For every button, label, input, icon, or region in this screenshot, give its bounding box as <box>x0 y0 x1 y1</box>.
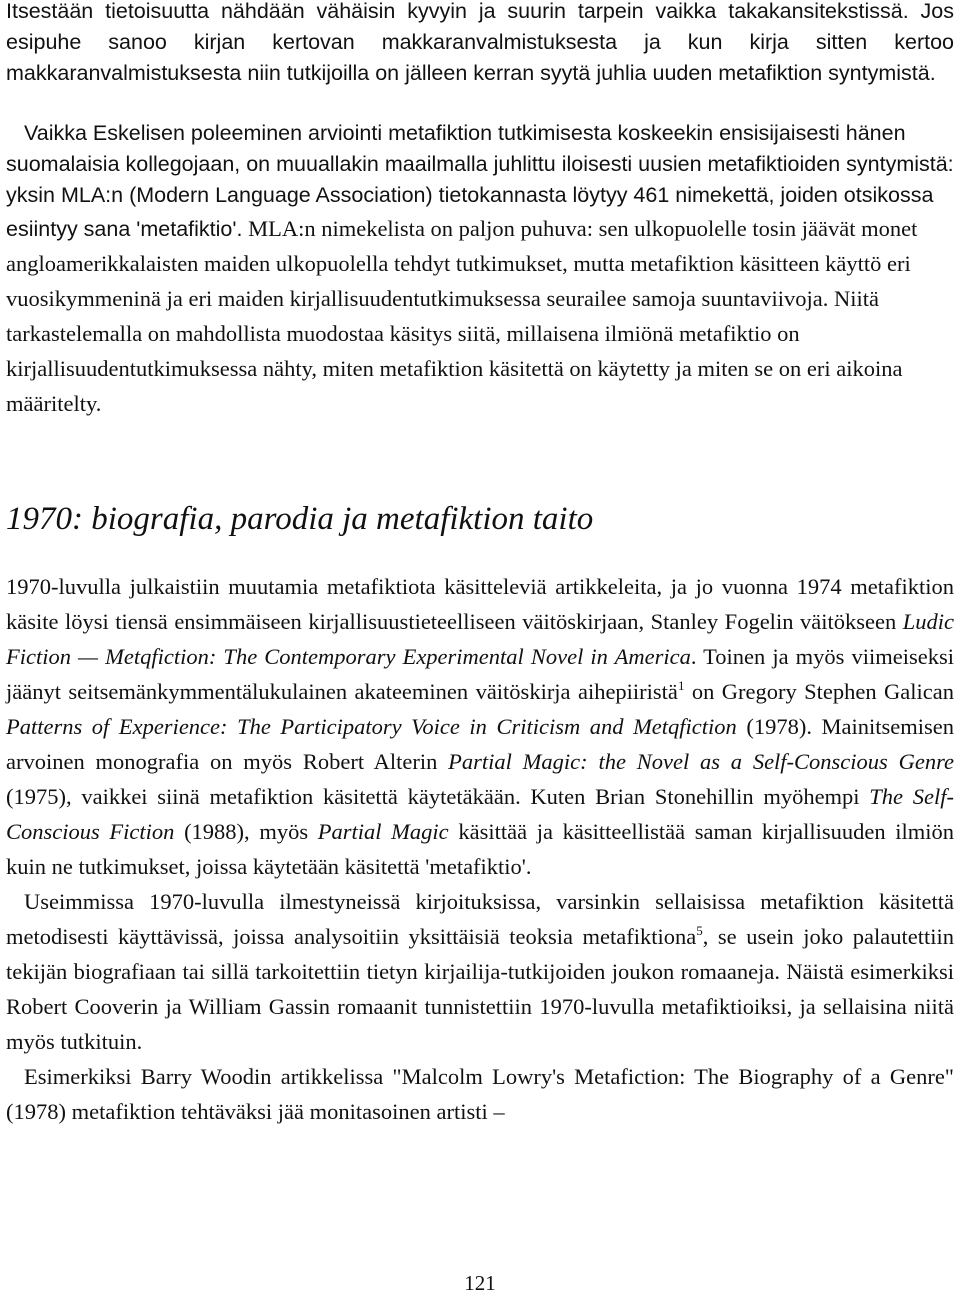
text-run: on Gregory Stephen Galican <box>684 679 954 704</box>
text-run: (1975), vaikkei siinä metafiktion käsitettä käytetäkään. Kuten Brian Stonehillin myöhempi <box>6 784 870 809</box>
intro-paragraph-2 <box>6 118 954 421</box>
section-paragraph-2 <box>6 884 954 1059</box>
text-run: (1988), myös <box>174 819 318 844</box>
section-heading: 1970: biografia, parodia ja metafiktion taito <box>6 501 594 537</box>
text-run: , se usein joko palautettiin tekijän biografiaan tai sillä tarkoitettiin tietyn kirjailija-tutkijoiden joukon romaaneja. Näistä esimerkiksi Robert Cooverin ja William Gassin romaanit tunnistettiin 1970-luvulla metafiktioiksi, ja sellaisina niitä myös tutkituin. <box>6 924 954 1054</box>
section-paragraph-3: Esimerkiksi Barry Woodin artikkelissa "Malcolm Lowry's Metafiction: The Biography of a Genre" (1978) metafiktion tehtäväksi jää monitasoinen artisti – <box>6 1064 954 1124</box>
footnote-marker: 5 <box>696 923 703 938</box>
book-title: Partial Magic <box>317 819 449 844</box>
book-title: Patterns of Experience: The Participatory Voice in Criticism and Metqfiction <box>6 714 737 739</box>
book-title: Ludic Fiction — Metqfiction: The Contemporary Experimental Novel in America <box>6 609 954 669</box>
intro-paragraph-2-sans: Vaikka Eskelisen poleeminen arviointi metafiktion tutkimisesta koskeekin ensisijaisesti hänen suomalaisia kollegojaan, on muuallakin maailmalla juhlittu iloisesti uusien metafiktioiden syntymistä: yksin MLA:n (Modern Language Association) tietokannasta löytyy 461 nimekettä, joiden otsikossa esiintyy sana 'metafiktio'. <box>6 121 954 241</box>
document-page <box>6 0 954 1129</box>
text-run: käsittää ja käsitteellistää saman kirjallisuuden ilmiön kuin ne tutkimukset, joissa käytetään käsitettä 'metafiktio'. <box>6 819 955 879</box>
text-run: Useimmissa 1970-luvulla ilmestyneissä kirjoituksissa, varsinkin sellaisissa metafiktion käsitettä metodisesti käyttävissä, joissa analysoitiin yksittäisiä teoksia metafiktiona <box>6 889 954 949</box>
book-title: Partial Magic: the Novel as a Self-Conscious Genre <box>448 749 954 774</box>
text-run: (1978). Mainitsemisen arvoinen monografia on myös Robert Alterin <box>6 714 954 774</box>
section-paragraph-1 <box>6 569 954 884</box>
intro-paragraph-2-serif: MLA:n nimekelista on paljon puhuva: sen ulkopuolelle tosin jäävät monet angloamerikkalaisten maiden ulkopuolella tehdyt tutkimukset, mutta metafiktion käsitteen käyttö eri vuosikymmeninä ja eri maiden kirjallisuudentutkimuksessa seurailee samoja suuntaviivoja. Niitä tarkastelemalla on mahdollista muodostaa käsitys siitä, millaisena ilmiönä metafiktio on kirjallisuudentutkimuksessa nähty, miten metafiktion käsitettä on käytetty ja miten se on eri aikoina määritelty. <box>6 216 918 416</box>
page-number: 121 <box>464 1271 496 1295</box>
text-run: . Toinen ja myös viimeiseksi jäänyt seitsemänkymmentälukulainen akateeminen väitöskirja aihepiiristä <box>6 644 954 704</box>
intro-paragraph-1: Itsestään tietoisuutta nähdään vähäisin kyvyin ja suurin tarpein vaikka takakansitekstissä. Jos esipuhe sanoo kirjan kertovan makkaranvalmistuksesta ja kun kirja sitten kertoo makkaranvalmistuksesta niin tutkijoilla on jälleen kerran syytä juhlia uuden metafiktion syntymistä. <box>6 0 954 85</box>
footnote-marker: 1 <box>677 678 685 693</box>
book-title: The Self-Conscious Fiction <box>6 784 955 844</box>
text-run: 1970-luvulla julkaistiin muutamia metafiktiota käsitteleviä artikkeleita, ja jo vuonna 1974 metafiktion käsite löysi tiensä ensimmäiseen kirjallisuustieteelliseen väitöskirjaan, Stanley Fogelin väitökseen <box>6 574 954 634</box>
